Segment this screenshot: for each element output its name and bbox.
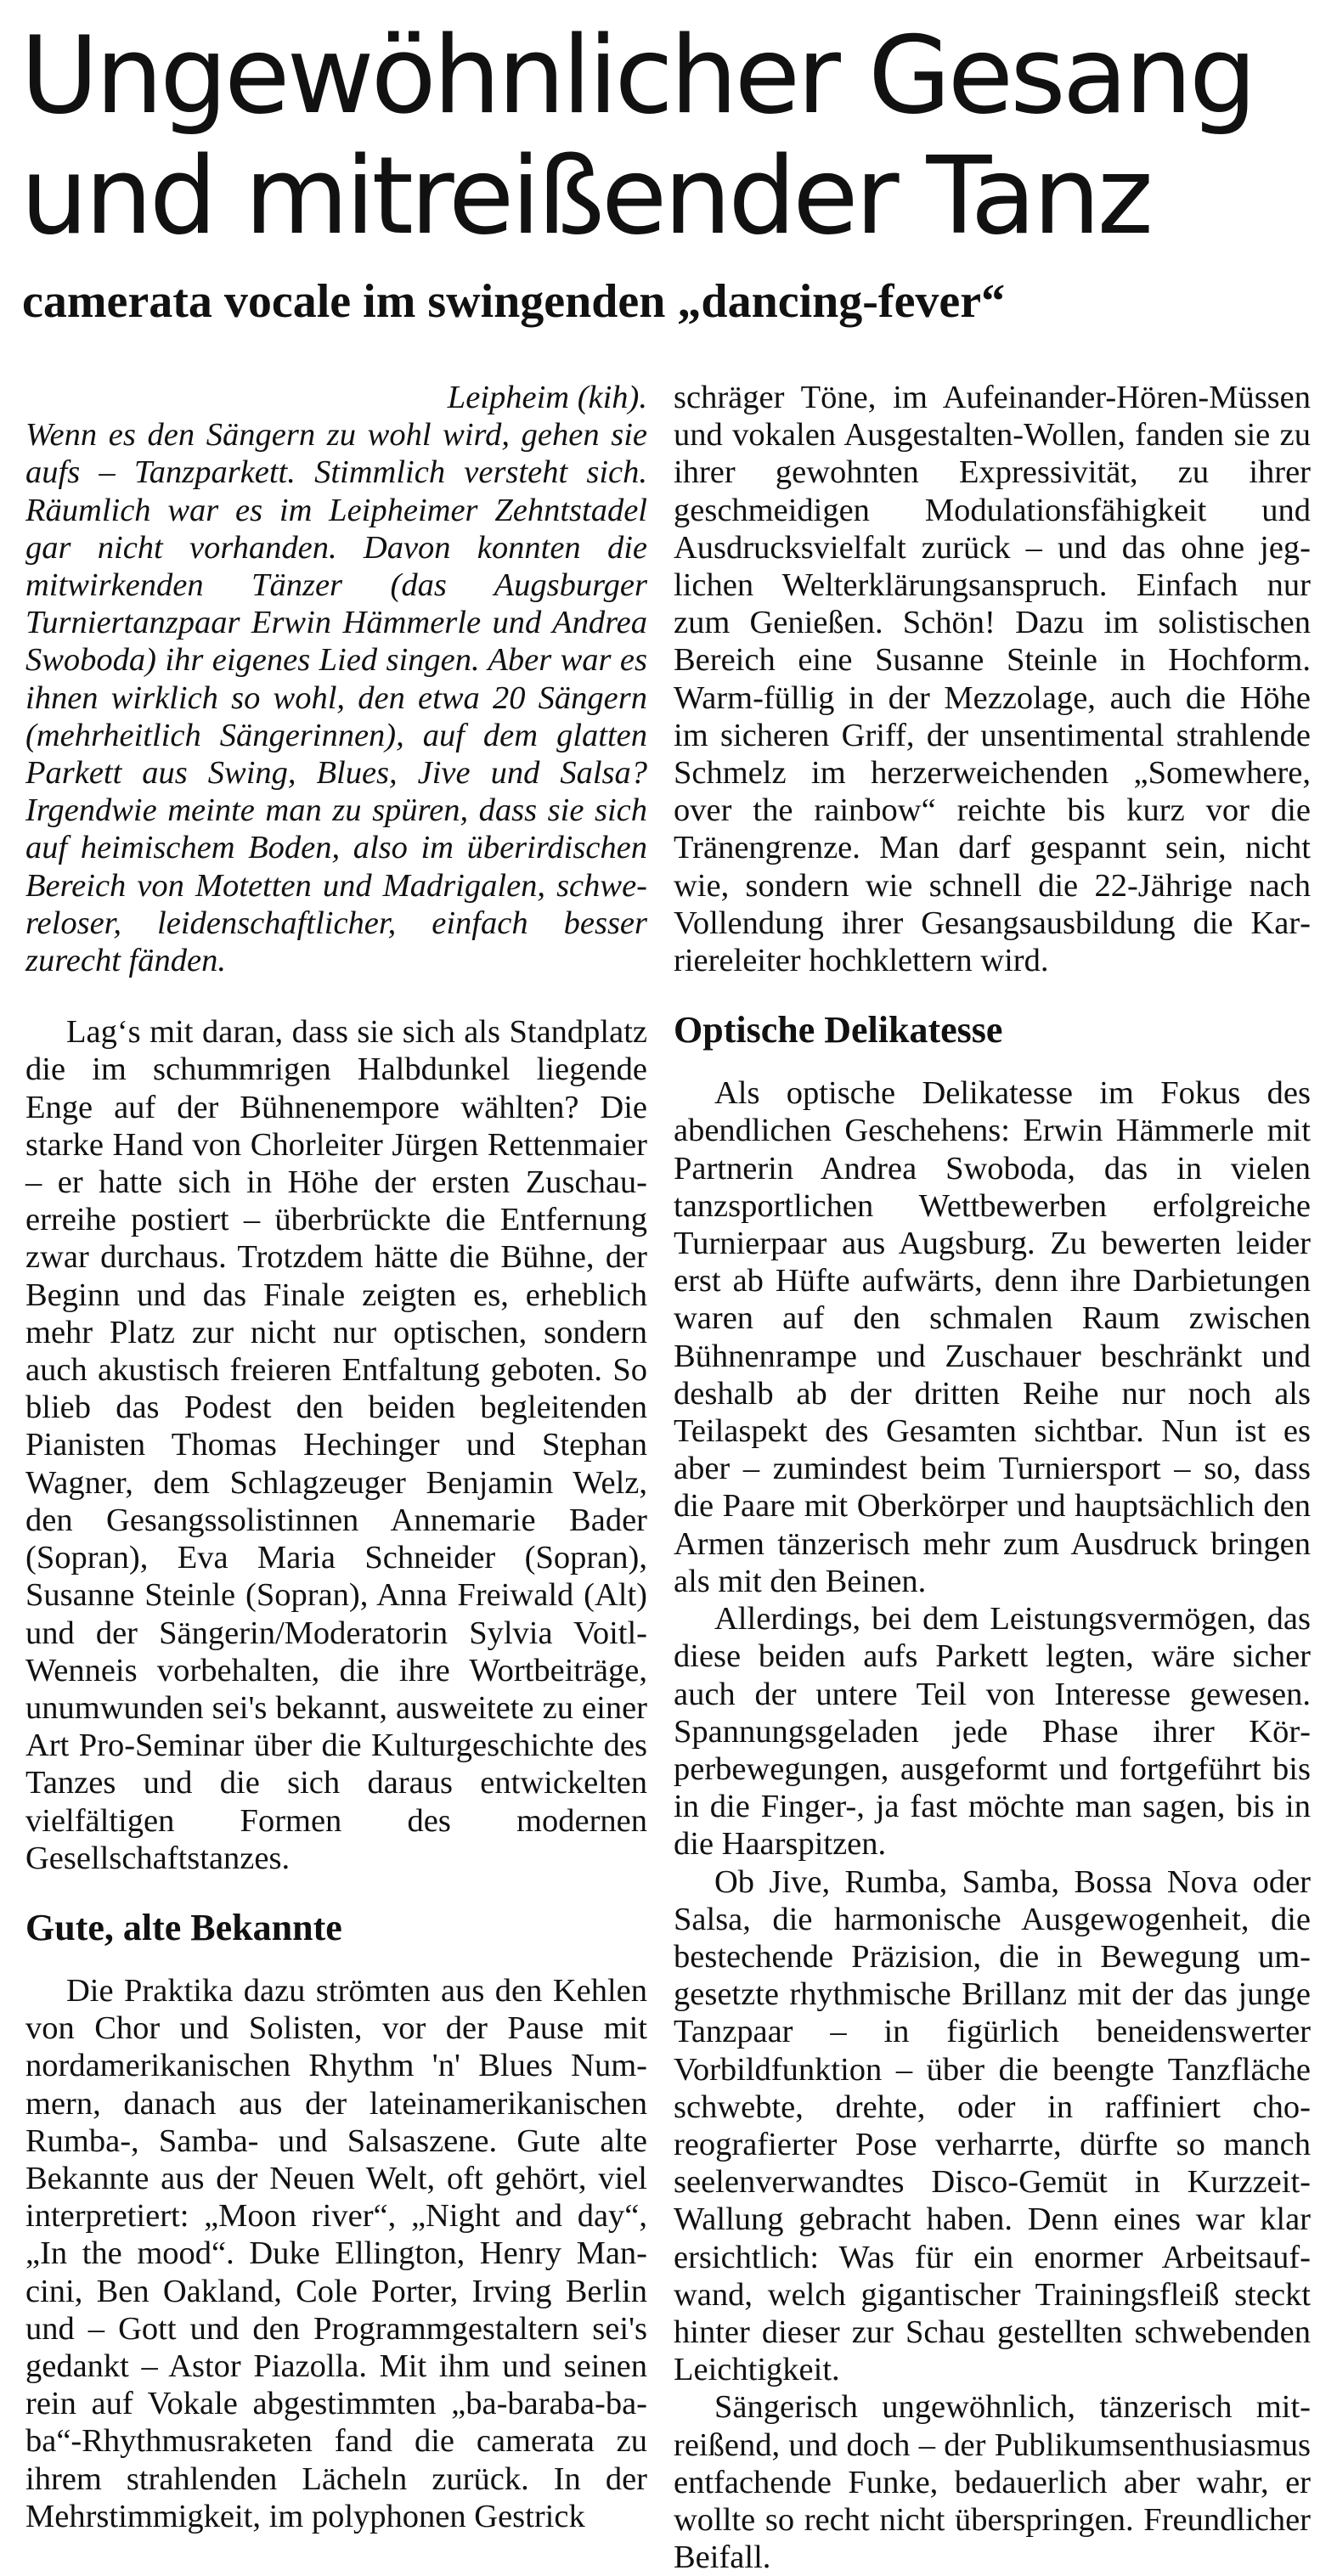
body-paragraph: Ob Jive, Rumba, Samba, Bossa Nova oder Salsa, die harmonische Ausgewogenheit, die bestechende Präzision, die in Bewegung umgesetzte rhythmische Brillanz mit der das junge Tanzpaar – in figürlich beneidenswerter Vorbildfunktion – über die beengte Tanzfläche schwebte, drehte, oder in raffiniert choreografierter Pose verharrte, dürfte so manch seelenverwandtes Disco-Gemüt in Kurzzeit-Wallung gebracht haben. Denn eines war klar ersichtlich: Was für ein enormer Arbeitsaufwand, welch gigantischer Trainingsfleiß steckt hinter dieser zur Schau gestellten schwebenden Leichtigkeit. <box>674 1863 1311 2388</box>
body-paragraph: Die Praktika dazu strömten aus den Kehlen von Chor und Solisten, vor der Pause mit nordamerikanischen Rhythm 'n' Blues Nummern, danach aus der lateinamerikanischen Rumba-, Samba- und Salsaszene. Gute alte Bekannte aus der Neuen Welt, oft gehört, viel interpretiert: „Moon river“, „Night and day“, „In the mood“. Duke Ellington, Henry Mancini, Ben Oakland, Cole Porter, Irving Berlin und – Gott und den Programmgestaltern sei's gedankt – Astor Piazolla. Mit ihm und seinen rein auf Vokale abgestimmten „ba-baraba-baba“-Rhythmusraketen fand die camerata zu ihrem strahlenden Lächeln zurück. In der Mehrstimmigkeit, im polyphonen Gestrick <box>25 1972 647 2534</box>
spacer <box>25 979 647 1013</box>
body-paragraph: Sängerisch ungewöhnlich, tänzerisch mitreißend, und doch – der Publikumsenthusiasmus entfachende Funke, bedauerlich aber wahr, er wollte so recht nicht überspringen. Freundlicher Beifall. <box>674 2389 1311 2576</box>
body-paragraph: schräger Töne, im Aufeinander-Hören-Müssen und vokalen Ausgestalten-Wollen, fanden sie zu ihrer gewohnten Expressivität, zu ihrer geschmeidigen Modulationsfähigkeit und Ausdrucksvielfalt zurück – und das ohne jeglichen Welterklärungsanspruch. Einfach nur zum Genießen. Schön! Dazu im solistischen Bereich eine Susanne Steinle in Hochform. Warm-füllig in der Mezzolage, auch die Höhe im sicheren Griff, der unsentimental strahlende Schmelz im herzerweichenden „Somewhere, over the rainbow“ reichte bis kurz vor die Tränengrenze. Man darf gespannt sein, nicht wie, sondern wie schnell die 22-Jährige nach Vollendung ihrer Gesangsausbildung die Karriereleiter hochklettern wird. <box>674 380 1311 979</box>
headline-line-2: und mitreißender Tanz <box>20 133 1150 258</box>
headline <box>20 15 1320 256</box>
body-paragraph: Lag‘s mit daran, dass sie sich als Standplatz die im schummrigen Halbdunkel liegende Enge auf der Bühnenempore wählten? Die starke Hand von Chorleiter Jürgen Rettenmaier – er hatte sich in Höhe der ersten Zuschauerreihe postiert – überbrückte die Entfernung zwar durchaus. Trotzdem hätte die Bühne, der Beginn und das Finale zeigten es, erheblich mehr Platz zur nicht nur optischen, sondern auch akustisch freieren Entfaltung geboten. So blieb das Podest den beiden begleitenden Pianisten Thomas Hechinger und Stephan Wagner, dem Schlagzeuger Benjamin Welz, den Gesangssolistinnen Annemarie Bader (Sopran), Eva Maria Schneider (Sopran), Susanne Steinle (Sopran), Anna Freiwald (Alt) und der Sängerin/Moderatorin Sylvia Voitl-Wenneis vorbehalten, die ihre Wortbeiträge, unumwunden sei's bekannt, ausweitete zu einer Art Pro-Seminar über die Kulturgeschichte des Tanzes und die sich daraus entwickelten vielfältigen Formen des modernen Gesellschaftstanzes. <box>25 1014 647 1876</box>
dateline: Leipheim (kih). <box>447 380 647 415</box>
section-heading: Optische Delikatesse <box>674 1009 1003 1051</box>
section-heading: Gute, alte Bekannte <box>25 1906 342 1948</box>
body-paragraph: Allerdings, bei dem Leistungsvermögen, das diese beiden aufs Parkett legten, wäre sicher auch der untere Teil von Interesse gewesen. Spannungsgeladen jede Phase ihrer Körperbewegungen, ausgeformt und fortgeführt bis in die Finger-, ja fast möchte man sagen, bis in die Haarspitzen. <box>674 1601 1311 1863</box>
subheadline: camerata vocale im swingenden „dancing-fever“ <box>22 275 1006 328</box>
left-column <box>25 379 647 2535</box>
body-paragraph: Als optische Delikatesse im Fokus des abendlichen Geschehens: Erwin Hämmerle mit Partnerin Andrea Swoboda, das in vielen tanzsportlichen Wettbewerben erfolgreiche Turnierpaar aus Augsburg. Zu bewerten leider erst ab Hüfte aufwärts, denn ihre Darbietungen waren auf den schmalen Raum zwischen Bühnenrampe und Zuschauer beschränkt und deshalb ab der dritten Reihe nur noch als Teilaspekt des Gesamten sichtbar. Nun ist es aber – zumindest beim Turniersport – so, dass die Paare mit Oberkörper und hauptsächlich den Armen tänzerisch mehr zum Ausdruck bringen als mit den Beinen. <box>674 1075 1311 1599</box>
right-column <box>674 379 1311 2576</box>
lead-paragraph: Wenn es den Sängern zu wohl wird, gehen sie aufs – Tanzparkett. Stimmlich versteht sich. Räumlich war es im Leipheimer Zehntstadel gar nicht vorhanden. Davon konnten die mitwirkenden Tänzer (das Augsburger Turniertanzpaar Erwin Hämmerle und Andrea Swoboda) ihr eigenes Lied singen. Aber war es ihnen wirklich so wohl, den etwa 20 Sängern (mehrheitlich Sängerinnen), auf dem glatten Parkett aus Swing, Blues, Jive und Salsa? Irgendwie meinte man zu spüren, dass sie sich auf heimischem Boden, also im überirdischen Bereich von Motetten und Madrigalen, schwereloser, leidenschaftlicher, einfach besser zurecht fänden. <box>25 417 647 979</box>
headline-line-1: Ungewöhnlicher Gesang <box>20 13 1254 138</box>
